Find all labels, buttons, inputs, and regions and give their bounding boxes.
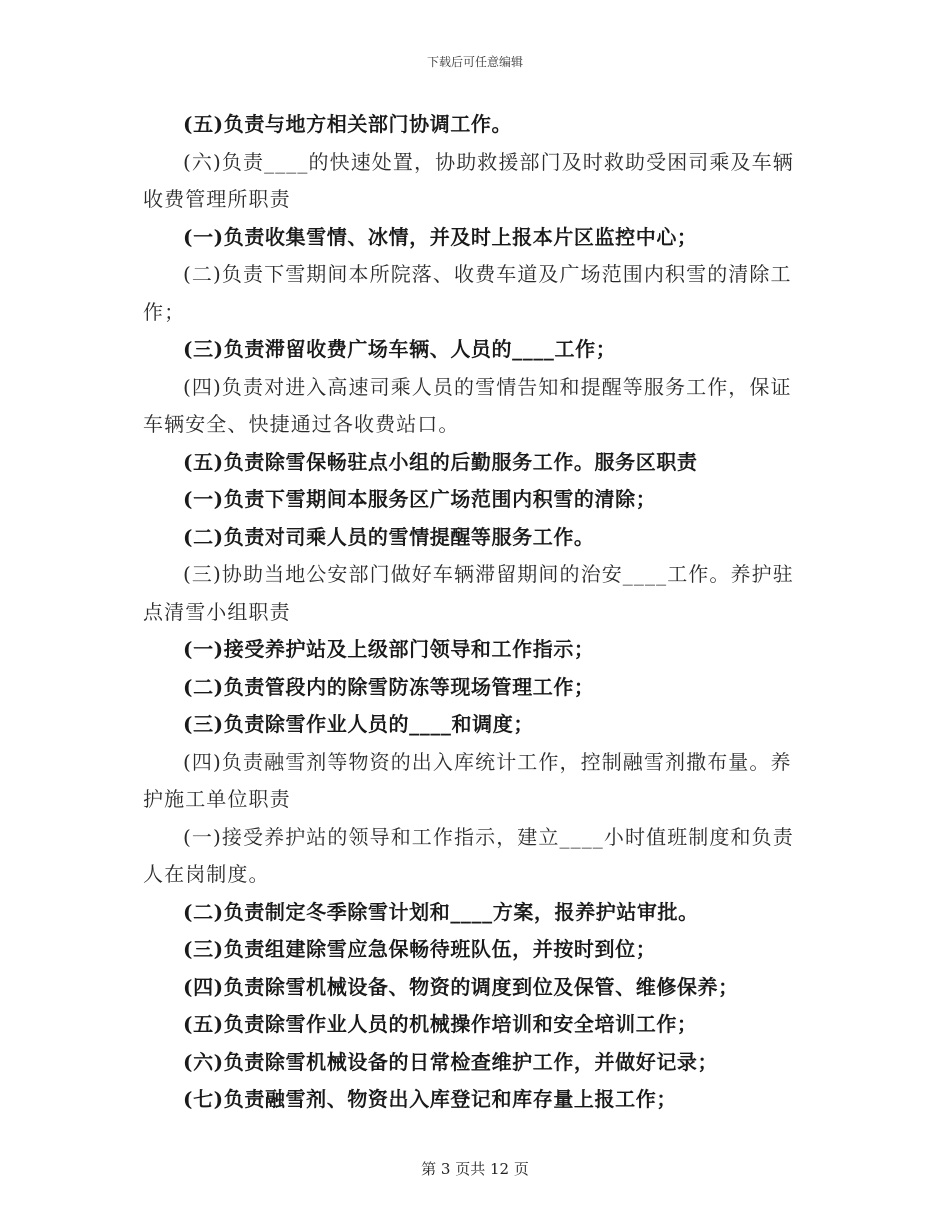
paragraph: (一)负责收集雪情、冰情，并及时上报本片区监控中心； [183,224,698,249]
paragraph: (二)负责制定冬季除雪计划和____方案，报养护站审批。 [183,899,699,924]
paragraph: (三)负责滞留收费广场车辆、人员的____工作； [183,337,617,361]
paragraph: (二)负责管段内的除雪防冻等现场管理工作； [183,674,595,699]
paragraph: (一)负责下雪期间本服务区广场范围内积雪的清除； [183,487,657,511]
paragraph: (六)负责____的快速处置，协助救援部门及时救助受困司乘及车辆收费管理所职责 [143,149,794,211]
page-footer: 第 3 页共 12 页 [421,1160,529,1178]
paragraph: (六)负责除雪机械设备的日常检查维护工作，并做好记录； [183,1049,719,1074]
paragraph: (三)负责组建除雪应急保畅待班队伍，并按时到位； [183,937,657,961]
paragraph: (四)负责融雪剂等物资的出入库统计工作，控制融雪剂撒布量。养护施工单位职责 [143,749,792,811]
page-header: 下载后可任意编辑 [426,55,523,69]
paragraph: (四)负责对进入高速司乘人员的雪情告知和提醒等服务工作，保证车辆安全、快捷通过各收费站口。 [143,374,792,436]
paragraph: (一)接受养护站及上级部门领导和工作指示； [183,637,595,661]
paragraph: (二)负责下雪期间本所院落、收费车道及广场范围内积雪的清除工作； [143,262,792,324]
paragraph: (二)负责对司乘人员的雪情提醒等服务工作。 [183,524,595,549]
paragraph: (七)负责融雪剂、物资出入库登记和库存量上报工作； [183,1087,677,1111]
paragraph: (三)负责除雪作业人员的____和调度； [183,712,534,736]
paragraph: (四)负责除雪机械设备、物资的调度到位及保管、维修保养； [183,974,739,999]
paragraph: (五)负责与地方相关部门协调工作。 [183,112,513,136]
document-body [143,106,805,1119]
paragraph: (五)负责除雪作业人员的机械操作培训和安全培训工作； [183,1012,698,1036]
paragraph: (五)负责除雪保畅驻点小组的后勤服务工作。服务区职责 [183,449,698,474]
paragraph: (三)协助当地公安部门做好车辆滞留期间的治安____工作。养护驻点清雪小组职责 [143,562,794,624]
paragraph: (一)接受养护站的领导和工作指示，建立____小时值班制度和负责人在岗制度。 [143,824,794,886]
